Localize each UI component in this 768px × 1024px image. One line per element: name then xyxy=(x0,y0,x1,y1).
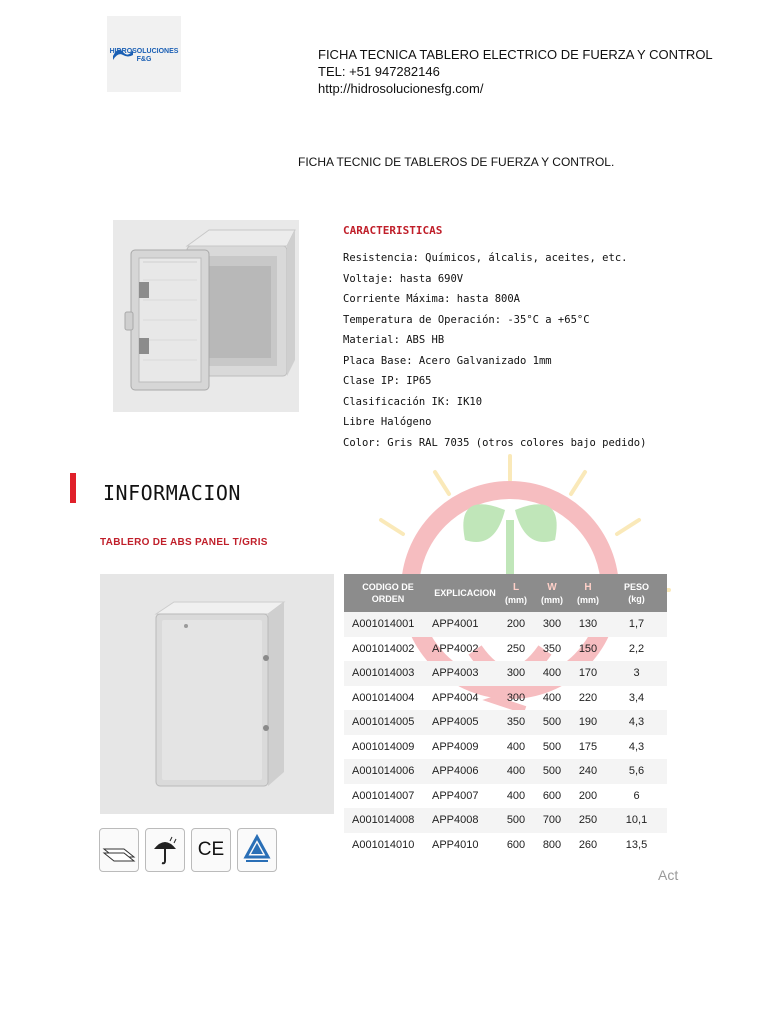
header-text: W xyxy=(547,581,557,593)
table-cell: A001014009 xyxy=(352,740,415,753)
table-cell: 500 xyxy=(542,740,562,753)
umbrella-rain-icon xyxy=(146,829,184,871)
char-voltage: Voltaje: hasta 690V xyxy=(343,272,464,285)
table-cell: 260 xyxy=(578,838,598,851)
table-row xyxy=(344,808,667,833)
layered-plate-icon xyxy=(100,829,138,871)
table-cell: 600 xyxy=(542,789,562,802)
table-row xyxy=(344,784,667,809)
table-cell: 10,1 xyxy=(606,808,667,833)
table-cell: A001014001 xyxy=(344,612,432,637)
table-cell: A001014008 xyxy=(344,808,432,833)
table-cell: 400 xyxy=(534,661,570,686)
characteristics-title: CARACTERISTICAS xyxy=(343,224,443,237)
table-cell: 350 xyxy=(542,642,562,655)
table-cell: 250 xyxy=(506,642,526,655)
table-cell: APP4004 xyxy=(432,691,479,704)
ce-mark-badge xyxy=(191,828,231,872)
table-cell: 400 xyxy=(506,740,526,753)
layered-plate-badge xyxy=(99,828,139,872)
table-cell: APP4007 xyxy=(432,789,479,802)
tuv-cert-badge xyxy=(237,828,277,872)
specifications-table xyxy=(344,574,667,857)
header-text: EXPLICACION xyxy=(434,588,496,598)
website-url: http://hidrosolucionesfg.com/ xyxy=(318,81,484,96)
header-text: ORDEN xyxy=(371,594,405,604)
table-cell: 500 xyxy=(534,710,570,735)
table-cell: A001014006 xyxy=(344,759,432,784)
weatherproof-badge xyxy=(145,828,185,872)
table-cell: 500 xyxy=(498,808,534,833)
table-row xyxy=(344,686,667,711)
document-title: FICHA TECNICA TABLERO ELECTRICO DE FUERZA Y CONTROL xyxy=(318,47,713,62)
table-row xyxy=(344,833,667,858)
header-text: PESO xyxy=(623,582,649,592)
table-cell: 5,6 xyxy=(606,759,667,784)
header-text: H xyxy=(584,581,592,593)
char-base-plate: Placa Base: Acero Galvanizado 1mm xyxy=(343,354,552,367)
table-cell: A001014007 xyxy=(352,789,415,802)
table-cell: 175 xyxy=(578,740,598,753)
table-cell: 4,3 xyxy=(606,710,667,735)
info-title: INFORMACION xyxy=(103,481,241,505)
company-logo xyxy=(107,16,181,92)
table-cell: 500 xyxy=(534,759,570,784)
table-cell: 300 xyxy=(534,612,570,637)
table-cell: A001014005 xyxy=(344,710,432,735)
header-text: (mm) xyxy=(505,594,527,605)
table-cell: 3 xyxy=(606,661,667,686)
table-cell: APP4008 xyxy=(432,808,498,833)
table-row xyxy=(344,661,667,686)
table-cell: 3,4 xyxy=(628,691,645,704)
table-cell: 130 xyxy=(570,612,606,637)
table-cell: 6 xyxy=(633,789,640,802)
char-ik-rating: Clasificación IK: IK10 xyxy=(343,395,483,408)
table-cell: 250 xyxy=(570,808,606,833)
table-row xyxy=(344,637,667,662)
phone-number: TEL: +51 947282146 xyxy=(318,64,440,79)
table-cell: 240 xyxy=(570,759,606,784)
table-cell: 200 xyxy=(498,612,534,637)
closed-enclosure-photo xyxy=(100,574,334,814)
table-cell: 170 xyxy=(570,661,606,686)
header-text: L xyxy=(512,581,520,593)
table-cell: 220 xyxy=(578,691,598,704)
char-color: Color: Gris RAL 7035 (otros colores bajo pedido) xyxy=(343,436,647,449)
col-length xyxy=(498,574,534,612)
table-cell: 300 xyxy=(498,661,534,686)
header-info xyxy=(318,46,713,97)
table-cell: 600 xyxy=(506,838,526,851)
char-ip-class: Clase IP: IP65 xyxy=(343,375,432,387)
table-header-row xyxy=(344,574,667,612)
table-cell: A001014010 xyxy=(352,838,415,851)
table-cell: 2,2 xyxy=(628,642,645,655)
table-cell: 200 xyxy=(578,789,598,802)
table-cell: 300 xyxy=(506,691,526,704)
info-accent-bar xyxy=(70,473,76,503)
char-resistance: Resistencia: Químicos, álcalis, aceites, etc. xyxy=(343,252,628,264)
table-row xyxy=(344,759,667,784)
char-max-current: Corriente Máxima: hasta 800A xyxy=(343,293,521,305)
table-cell: 190 xyxy=(570,710,606,735)
tuv-triangle-icon xyxy=(238,829,276,871)
table-cell: 150 xyxy=(578,642,598,655)
table-cell: APP4006 xyxy=(432,759,498,784)
closed-enclosure-illustration xyxy=(100,574,334,814)
table-cell: APP4002 xyxy=(432,642,479,655)
section-subtitle: FICHA TECNIC DE TABLEROS DE FUERZA Y CONTROL. xyxy=(298,155,615,169)
col-weight xyxy=(606,574,667,612)
panel-subtitle: TABLERO DE ABS PANEL T/GRIS xyxy=(100,537,268,548)
col-order-code xyxy=(344,574,432,612)
col-explanation xyxy=(432,574,498,612)
table-cell: APP4010 xyxy=(432,838,479,851)
logo-text: HIDROSOLUCIONES F&G xyxy=(109,48,179,63)
table-cell: 800 xyxy=(542,838,562,851)
table-cell: 400 xyxy=(542,691,562,704)
open-enclosure-illustration xyxy=(113,220,299,412)
table-cell: APP4009 xyxy=(432,740,479,753)
col-width xyxy=(534,574,570,612)
char-halogen-free: Libre Halógeno xyxy=(343,416,432,428)
header-text: (mm) xyxy=(577,594,599,605)
table-cell: APP4003 xyxy=(432,661,498,686)
table-row xyxy=(344,612,667,637)
table-row xyxy=(344,710,667,735)
ce-mark-text: CE xyxy=(197,839,225,860)
table-cell: 13,5 xyxy=(625,838,648,851)
table-cell: 700 xyxy=(534,808,570,833)
table-cell: 400 xyxy=(498,759,534,784)
header-text: (kg) xyxy=(628,594,645,604)
characteristics-list xyxy=(343,224,646,457)
open-enclosure-photo xyxy=(113,220,299,412)
table-cell: APP4005 xyxy=(432,710,498,735)
table-cell: APP4001 xyxy=(432,612,498,637)
char-operating-temp: Temperatura de Operación: -35°C a +65°C xyxy=(343,313,590,326)
table-cell: 4,3 xyxy=(628,740,645,753)
table-cell: 400 xyxy=(506,789,526,802)
table-cell: A001014002 xyxy=(352,642,415,655)
header-text: (mm) xyxy=(541,594,563,605)
activate-overlay-text: Act xyxy=(658,867,679,883)
char-material: Material: ABS HB xyxy=(343,334,445,346)
table-cell: 350 xyxy=(498,710,534,735)
header-text: CODIGO DE xyxy=(362,582,414,592)
table-cell: A001014003 xyxy=(344,661,432,686)
col-height xyxy=(570,574,606,612)
table-cell: 1,7 xyxy=(606,612,667,637)
table-cell: A001014004 xyxy=(352,691,415,704)
table-row xyxy=(344,735,667,760)
